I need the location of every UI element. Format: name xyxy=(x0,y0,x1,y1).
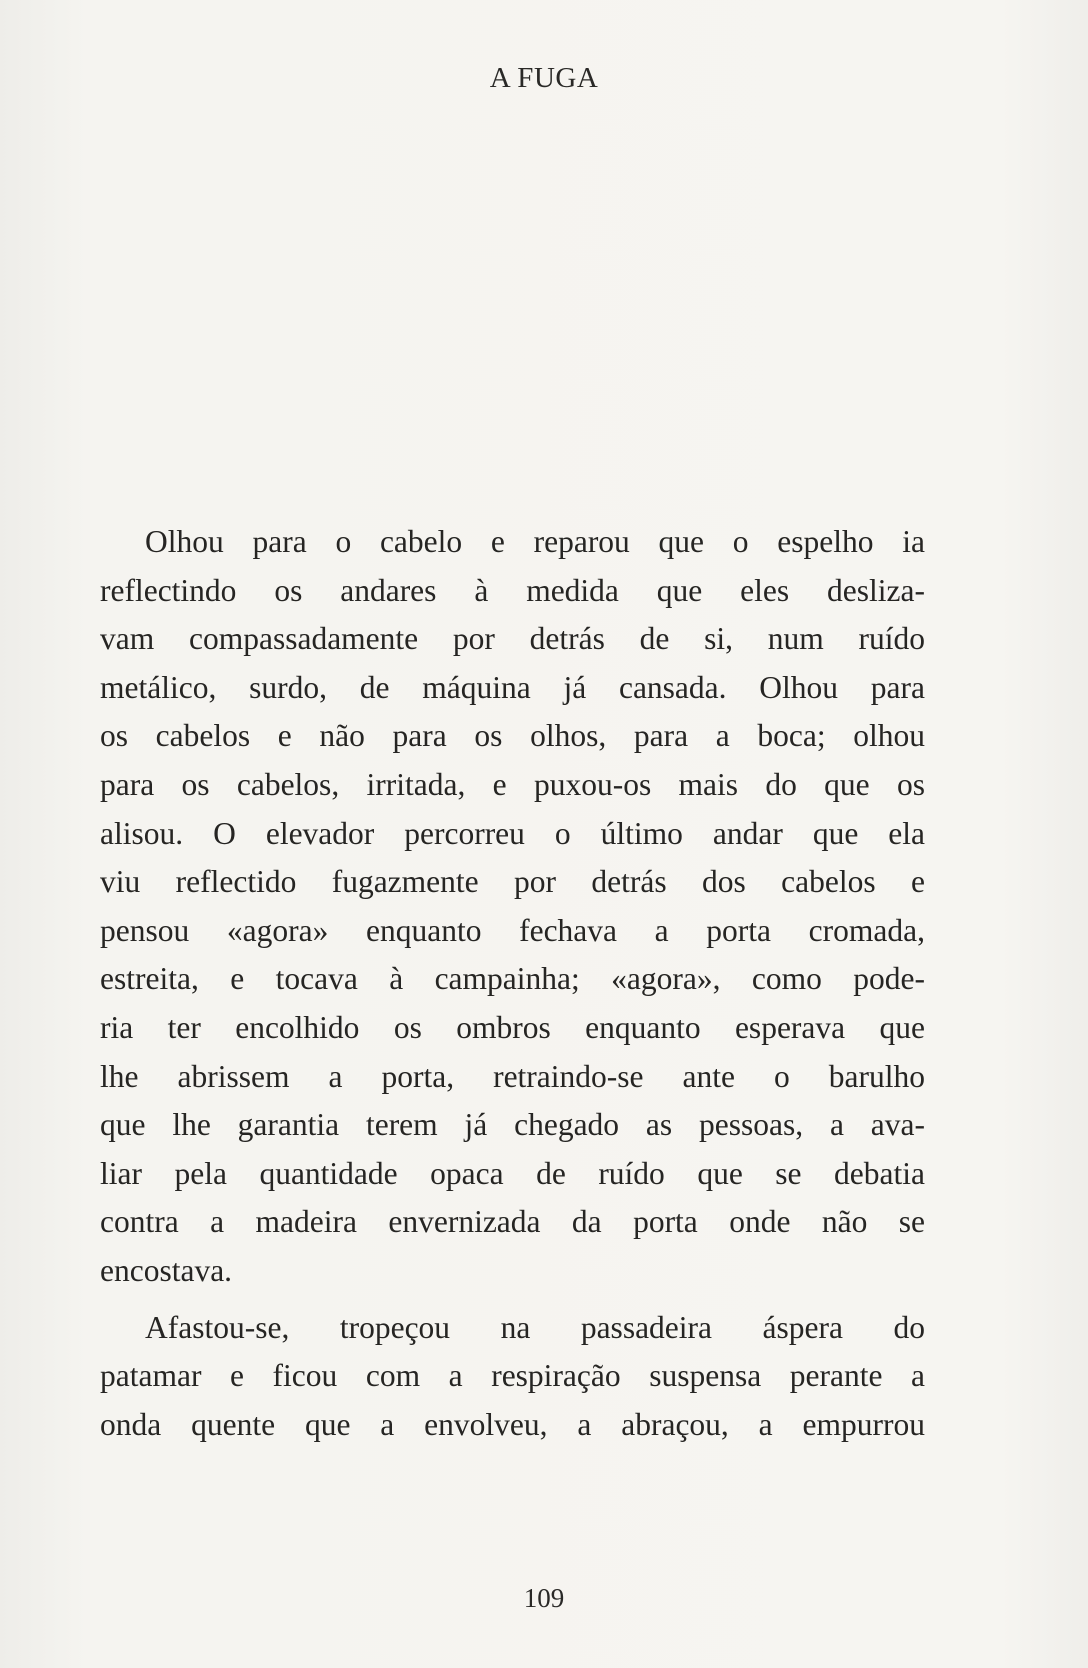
paragraph-1-line-3: vam compassadamente por detrás de si, num ruído xyxy=(100,621,925,657)
paragraph-1-line-4: metálico, surdo, de máquina já cansada. Olhou para xyxy=(100,669,925,705)
paragraph-1-line-16: encostava. xyxy=(100,1252,233,1288)
paragraph-1-line-8: viu reflectido fugazmente por detrás dos cabelos e xyxy=(100,864,925,900)
paragraph-1-line-10: estreita, e tocava à campainha; «agora», como pode- xyxy=(100,961,925,997)
paragraph-2-line-2: patamar e ficou com a respiração suspensa perante a xyxy=(100,1358,925,1394)
paragraph-1-line-14: liar pela quantidade opaca de ruído que se debatia xyxy=(100,1155,925,1191)
paragraph-1-line-12: lhe abrissem a porta, retraindo-se ante o barulho xyxy=(100,1058,925,1094)
page-number: 109 xyxy=(523,1583,565,1613)
paragraph-1-line-6: para os cabelos, irritada, e puxou-os mais do que os xyxy=(100,766,925,802)
paragraph-2-line-1: Afastou-se, tropeçou na passadeira áspera do xyxy=(145,1309,925,1345)
reverse-side-show-through xyxy=(95,60,925,520)
paragraph-1-line-1: Olhou para o cabelo e reparou que o espelho ia xyxy=(145,524,925,559)
running-head: A FUGA xyxy=(489,62,599,94)
body-text xyxy=(100,518,925,1449)
paragraph-1-line-15: contra a madeira envernizada da porta onde não se xyxy=(100,1204,925,1240)
paragraph-1-line-7: alisou. O elevador percorreu o último andar que ela xyxy=(100,815,925,851)
paragraph-1-line-9: pensou «agora» enquanto fechava a porta cromada, xyxy=(100,912,925,948)
paragraph-2-line-3: onda quente que a envolveu, a abraçou, a empurrou xyxy=(100,1406,925,1442)
paragraph-1-line-13: que lhe garantia terem já chegado as pessoas, a ava- xyxy=(100,1107,925,1143)
paragraph-1-line-5: os cabelos e não para os olhos, para a boca; olhou xyxy=(100,718,925,754)
paragraph-gap xyxy=(100,1296,925,1304)
paragraph-1-line-11: ria ter encolhido os ombros enquanto esperava que xyxy=(100,1009,925,1045)
paragraph-1-line-2: reflectindo os andares à medida que eles desliza- xyxy=(100,572,925,608)
